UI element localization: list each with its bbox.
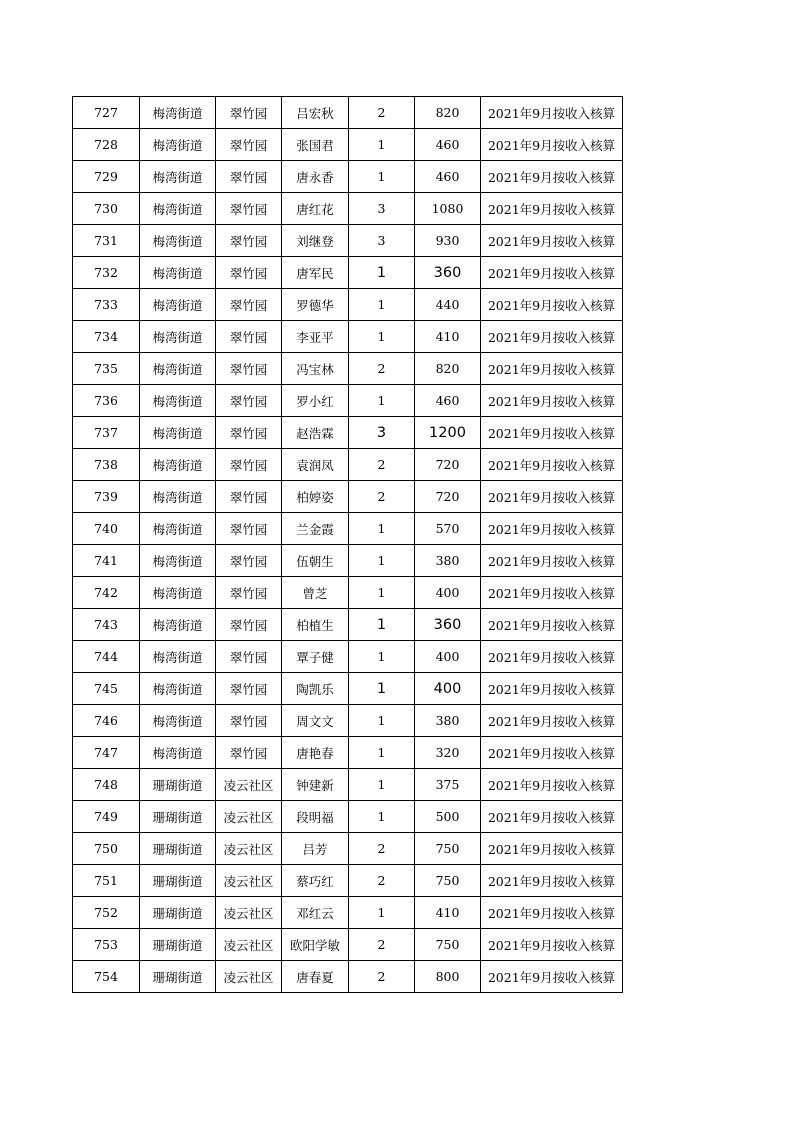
cell-amount: 930 bbox=[415, 225, 481, 257]
cell-note: 2021年9月按收入核算 bbox=[481, 641, 623, 673]
cell-number: 748 bbox=[73, 769, 140, 801]
cell-community: 翠竹园 bbox=[216, 513, 282, 545]
cell-household-count: 1 bbox=[349, 737, 415, 769]
cell-street: 梅湾街道 bbox=[140, 321, 216, 353]
cell-note: 2021年9月按收入核算 bbox=[481, 513, 623, 545]
cell-street: 梅湾街道 bbox=[140, 161, 216, 193]
cell-number: 737 bbox=[73, 417, 140, 449]
cell-street: 梅湾街道 bbox=[140, 97, 216, 129]
cell-number: 739 bbox=[73, 481, 140, 513]
cell-note: 2021年9月按收入核算 bbox=[481, 353, 623, 385]
table-row bbox=[73, 961, 623, 993]
cell-number: 729 bbox=[73, 161, 140, 193]
cell-amount: 570 bbox=[415, 513, 481, 545]
cell-household-count: 1 bbox=[349, 705, 415, 737]
cell-amount: 460 bbox=[415, 161, 481, 193]
cell-number: 730 bbox=[73, 193, 140, 225]
cell-household-count: 3 bbox=[349, 225, 415, 257]
cell-name: 柏植生 bbox=[282, 609, 349, 641]
cell-amount: 360 bbox=[415, 609, 481, 641]
cell-number: 750 bbox=[73, 833, 140, 865]
cell-name: 罗德华 bbox=[282, 289, 349, 321]
table-row bbox=[73, 353, 623, 385]
cell-community: 翠竹园 bbox=[216, 257, 282, 289]
table-row bbox=[73, 449, 623, 481]
cell-number: 728 bbox=[73, 129, 140, 161]
cell-street: 梅湾街道 bbox=[140, 417, 216, 449]
cell-street: 梅湾街道 bbox=[140, 609, 216, 641]
cell-name: 冯宝林 bbox=[282, 353, 349, 385]
cell-number: 751 bbox=[73, 865, 140, 897]
cell-street: 珊瑚街道 bbox=[140, 769, 216, 801]
cell-amount: 1200 bbox=[415, 417, 481, 449]
cell-community: 翠竹园 bbox=[216, 321, 282, 353]
cell-community: 凌云社区 bbox=[216, 801, 282, 833]
cell-amount: 500 bbox=[415, 801, 481, 833]
table-row bbox=[73, 833, 623, 865]
cell-number: 733 bbox=[73, 289, 140, 321]
cell-amount: 820 bbox=[415, 353, 481, 385]
cell-number: 744 bbox=[73, 641, 140, 673]
cell-note: 2021年9月按收入核算 bbox=[481, 97, 623, 129]
table-row bbox=[73, 97, 623, 129]
cell-number: 741 bbox=[73, 545, 140, 577]
cell-street: 珊瑚街道 bbox=[140, 801, 216, 833]
cell-street: 梅湾街道 bbox=[140, 353, 216, 385]
cell-street: 梅湾街道 bbox=[140, 705, 216, 737]
cell-note: 2021年9月按收入核算 bbox=[481, 289, 623, 321]
cell-amount: 460 bbox=[415, 129, 481, 161]
cell-number: 734 bbox=[73, 321, 140, 353]
cell-amount: 410 bbox=[415, 897, 481, 929]
cell-note: 2021年9月按收入核算 bbox=[481, 449, 623, 481]
cell-note: 2021年9月按收入核算 bbox=[481, 129, 623, 161]
cell-name: 兰金霞 bbox=[282, 513, 349, 545]
cell-amount: 320 bbox=[415, 737, 481, 769]
cell-amount: 380 bbox=[415, 705, 481, 737]
cell-street: 梅湾街道 bbox=[140, 449, 216, 481]
cell-number: 731 bbox=[73, 225, 140, 257]
cell-community: 翠竹园 bbox=[216, 225, 282, 257]
table-row bbox=[73, 801, 623, 833]
cell-name: 陶凯乐 bbox=[282, 673, 349, 705]
cell-number: 740 bbox=[73, 513, 140, 545]
cell-street: 珊瑚街道 bbox=[140, 929, 216, 961]
cell-street: 珊瑚街道 bbox=[140, 961, 216, 993]
table-row bbox=[73, 513, 623, 545]
cell-community: 翠竹园 bbox=[216, 417, 282, 449]
cell-street: 梅湾街道 bbox=[140, 641, 216, 673]
cell-community: 翠竹园 bbox=[216, 577, 282, 609]
cell-household-count: 1 bbox=[349, 321, 415, 353]
cell-note: 2021年9月按收入核算 bbox=[481, 417, 623, 449]
cell-name: 唐永香 bbox=[282, 161, 349, 193]
cell-note: 2021年9月按收入核算 bbox=[481, 737, 623, 769]
table-row bbox=[73, 577, 623, 609]
cell-note: 2021年9月按收入核算 bbox=[481, 673, 623, 705]
cell-street: 梅湾街道 bbox=[140, 737, 216, 769]
cell-name: 周文文 bbox=[282, 705, 349, 737]
table-row bbox=[73, 257, 623, 289]
table-row bbox=[73, 193, 623, 225]
table-row bbox=[73, 769, 623, 801]
cell-community: 翠竹园 bbox=[216, 385, 282, 417]
cell-note: 2021年9月按收入核算 bbox=[481, 545, 623, 577]
cell-street: 珊瑚街道 bbox=[140, 897, 216, 929]
cell-note: 2021年9月按收入核算 bbox=[481, 385, 623, 417]
table-row bbox=[73, 385, 623, 417]
cell-name: 李亚平 bbox=[282, 321, 349, 353]
cell-name: 覃子健 bbox=[282, 641, 349, 673]
cell-note: 2021年9月按收入核算 bbox=[481, 961, 623, 993]
cell-household-count: 1 bbox=[349, 513, 415, 545]
cell-household-count: 1 bbox=[349, 289, 415, 321]
cell-household-count: 1 bbox=[349, 577, 415, 609]
cell-street: 梅湾街道 bbox=[140, 481, 216, 513]
cell-name: 邓红云 bbox=[282, 897, 349, 929]
cell-name: 柏婷姿 bbox=[282, 481, 349, 513]
table-row bbox=[73, 545, 623, 577]
cell-household-count: 1 bbox=[349, 609, 415, 641]
cell-household-count: 1 bbox=[349, 257, 415, 289]
cell-street: 梅湾街道 bbox=[140, 673, 216, 705]
cell-community: 翠竹园 bbox=[216, 129, 282, 161]
cell-name: 袁润凤 bbox=[282, 449, 349, 481]
cell-household-count: 1 bbox=[349, 897, 415, 929]
cell-household-count: 1 bbox=[349, 129, 415, 161]
cell-household-count: 1 bbox=[349, 801, 415, 833]
cell-amount: 360 bbox=[415, 257, 481, 289]
cell-community: 翠竹园 bbox=[216, 353, 282, 385]
cell-name: 唐红花 bbox=[282, 193, 349, 225]
cell-amount: 440 bbox=[415, 289, 481, 321]
table-row bbox=[73, 129, 623, 161]
cell-note: 2021年9月按收入核算 bbox=[481, 193, 623, 225]
cell-street: 梅湾街道 bbox=[140, 193, 216, 225]
table-row bbox=[73, 897, 623, 929]
cell-household-count: 2 bbox=[349, 449, 415, 481]
cell-number: 753 bbox=[73, 929, 140, 961]
cell-number: 746 bbox=[73, 705, 140, 737]
cell-household-count: 2 bbox=[349, 961, 415, 993]
table-row bbox=[73, 225, 623, 257]
cell-household-count: 2 bbox=[349, 97, 415, 129]
cell-amount: 820 bbox=[415, 97, 481, 129]
table-row bbox=[73, 321, 623, 353]
cell-community: 凌云社区 bbox=[216, 929, 282, 961]
cell-household-count: 1 bbox=[349, 385, 415, 417]
cell-community: 翠竹园 bbox=[216, 705, 282, 737]
cell-household-count: 2 bbox=[349, 481, 415, 513]
cell-street: 梅湾街道 bbox=[140, 129, 216, 161]
cell-amount: 400 bbox=[415, 641, 481, 673]
cell-note: 2021年9月按收入核算 bbox=[481, 225, 623, 257]
cell-street: 珊瑚街道 bbox=[140, 865, 216, 897]
cell-amount: 750 bbox=[415, 833, 481, 865]
cell-household-count: 1 bbox=[349, 545, 415, 577]
cell-community: 翠竹园 bbox=[216, 161, 282, 193]
cell-household-count: 3 bbox=[349, 193, 415, 225]
table-row bbox=[73, 289, 623, 321]
cell-household-count: 1 bbox=[349, 641, 415, 673]
cell-household-count: 1 bbox=[349, 673, 415, 705]
cell-community: 翠竹园 bbox=[216, 97, 282, 129]
cell-street: 梅湾街道 bbox=[140, 257, 216, 289]
cell-amount: 380 bbox=[415, 545, 481, 577]
cell-number: 736 bbox=[73, 385, 140, 417]
cell-amount: 460 bbox=[415, 385, 481, 417]
table-row bbox=[73, 705, 623, 737]
cell-name: 欧阳学敏 bbox=[282, 929, 349, 961]
cell-note: 2021年9月按收入核算 bbox=[481, 865, 623, 897]
cell-street: 珊瑚街道 bbox=[140, 833, 216, 865]
table-row bbox=[73, 481, 623, 513]
cell-community: 翠竹园 bbox=[216, 609, 282, 641]
table-row bbox=[73, 673, 623, 705]
cell-community: 翠竹园 bbox=[216, 193, 282, 225]
cell-number: 727 bbox=[73, 97, 140, 129]
cell-community: 凌云社区 bbox=[216, 897, 282, 929]
cell-community: 翠竹园 bbox=[216, 737, 282, 769]
cell-amount: 410 bbox=[415, 321, 481, 353]
table-row bbox=[73, 865, 623, 897]
cell-household-count: 2 bbox=[349, 353, 415, 385]
cell-community: 翠竹园 bbox=[216, 481, 282, 513]
table-body bbox=[73, 97, 623, 993]
cell-amount: 1080 bbox=[415, 193, 481, 225]
cell-note: 2021年9月按收入核算 bbox=[481, 833, 623, 865]
cell-amount: 750 bbox=[415, 929, 481, 961]
cell-street: 梅湾街道 bbox=[140, 289, 216, 321]
cell-community: 翠竹园 bbox=[216, 289, 282, 321]
cell-community: 凌云社区 bbox=[216, 769, 282, 801]
cell-name: 赵浩霖 bbox=[282, 417, 349, 449]
cell-amount: 400 bbox=[415, 673, 481, 705]
cell-note: 2021年9月按收入核算 bbox=[481, 801, 623, 833]
cell-community: 凌云社区 bbox=[216, 961, 282, 993]
cell-number: 742 bbox=[73, 577, 140, 609]
cell-name: 唐艳春 bbox=[282, 737, 349, 769]
cell-name: 罗小红 bbox=[282, 385, 349, 417]
cell-amount: 750 bbox=[415, 865, 481, 897]
cell-amount: 720 bbox=[415, 449, 481, 481]
cell-household-count: 2 bbox=[349, 929, 415, 961]
cell-note: 2021年9月按收入核算 bbox=[481, 161, 623, 193]
cell-note: 2021年9月按收入核算 bbox=[481, 897, 623, 929]
cell-note: 2021年9月按收入核算 bbox=[481, 481, 623, 513]
cell-street: 梅湾街道 bbox=[140, 577, 216, 609]
cell-number: 749 bbox=[73, 801, 140, 833]
cell-street: 梅湾街道 bbox=[140, 545, 216, 577]
cell-name: 钟建新 bbox=[282, 769, 349, 801]
cell-note: 2021年9月按收入核算 bbox=[481, 609, 623, 641]
cell-name: 唐军民 bbox=[282, 257, 349, 289]
cell-number: 735 bbox=[73, 353, 140, 385]
cell-name: 刘继登 bbox=[282, 225, 349, 257]
cell-note: 2021年9月按收入核算 bbox=[481, 257, 623, 289]
cell-community: 翠竹园 bbox=[216, 673, 282, 705]
cell-note: 2021年9月按收入核算 bbox=[481, 929, 623, 961]
cell-household-count: 2 bbox=[349, 833, 415, 865]
cell-amount: 720 bbox=[415, 481, 481, 513]
cell-name: 伍朝生 bbox=[282, 545, 349, 577]
table-row bbox=[73, 737, 623, 769]
table-row bbox=[73, 929, 623, 961]
cell-community: 翠竹园 bbox=[216, 545, 282, 577]
cell-street: 梅湾街道 bbox=[140, 225, 216, 257]
cell-household-count: 1 bbox=[349, 161, 415, 193]
cell-household-count: 3 bbox=[349, 417, 415, 449]
cell-community: 凌云社区 bbox=[216, 865, 282, 897]
cell-name: 吕芳 bbox=[282, 833, 349, 865]
cell-household-count: 2 bbox=[349, 865, 415, 897]
cell-note: 2021年9月按收入核算 bbox=[481, 321, 623, 353]
cell-name: 唐春夏 bbox=[282, 961, 349, 993]
cell-note: 2021年9月按收入核算 bbox=[481, 705, 623, 737]
table-row bbox=[73, 417, 623, 449]
data-table bbox=[72, 96, 623, 993]
cell-community: 翠竹园 bbox=[216, 449, 282, 481]
cell-number: 747 bbox=[73, 737, 140, 769]
cell-name: 张国君 bbox=[282, 129, 349, 161]
cell-amount: 375 bbox=[415, 769, 481, 801]
cell-number: 738 bbox=[73, 449, 140, 481]
cell-number: 752 bbox=[73, 897, 140, 929]
cell-number: 732 bbox=[73, 257, 140, 289]
cell-household-count: 1 bbox=[349, 769, 415, 801]
cell-note: 2021年9月按收入核算 bbox=[481, 769, 623, 801]
cell-amount: 400 bbox=[415, 577, 481, 609]
cell-community: 凌云社区 bbox=[216, 833, 282, 865]
cell-name: 蔡巧红 bbox=[282, 865, 349, 897]
cell-name: 段明福 bbox=[282, 801, 349, 833]
table-row bbox=[73, 161, 623, 193]
table-row bbox=[73, 641, 623, 673]
cell-street: 梅湾街道 bbox=[140, 385, 216, 417]
cell-number: 754 bbox=[73, 961, 140, 993]
cell-name: 吕宏秋 bbox=[282, 97, 349, 129]
cell-name: 曾芝 bbox=[282, 577, 349, 609]
cell-number: 743 bbox=[73, 609, 140, 641]
table-row bbox=[73, 609, 623, 641]
cell-number: 745 bbox=[73, 673, 140, 705]
cell-amount: 800 bbox=[415, 961, 481, 993]
cell-note: 2021年9月按收入核算 bbox=[481, 577, 623, 609]
cell-street: 梅湾街道 bbox=[140, 513, 216, 545]
cell-community: 翠竹园 bbox=[216, 641, 282, 673]
